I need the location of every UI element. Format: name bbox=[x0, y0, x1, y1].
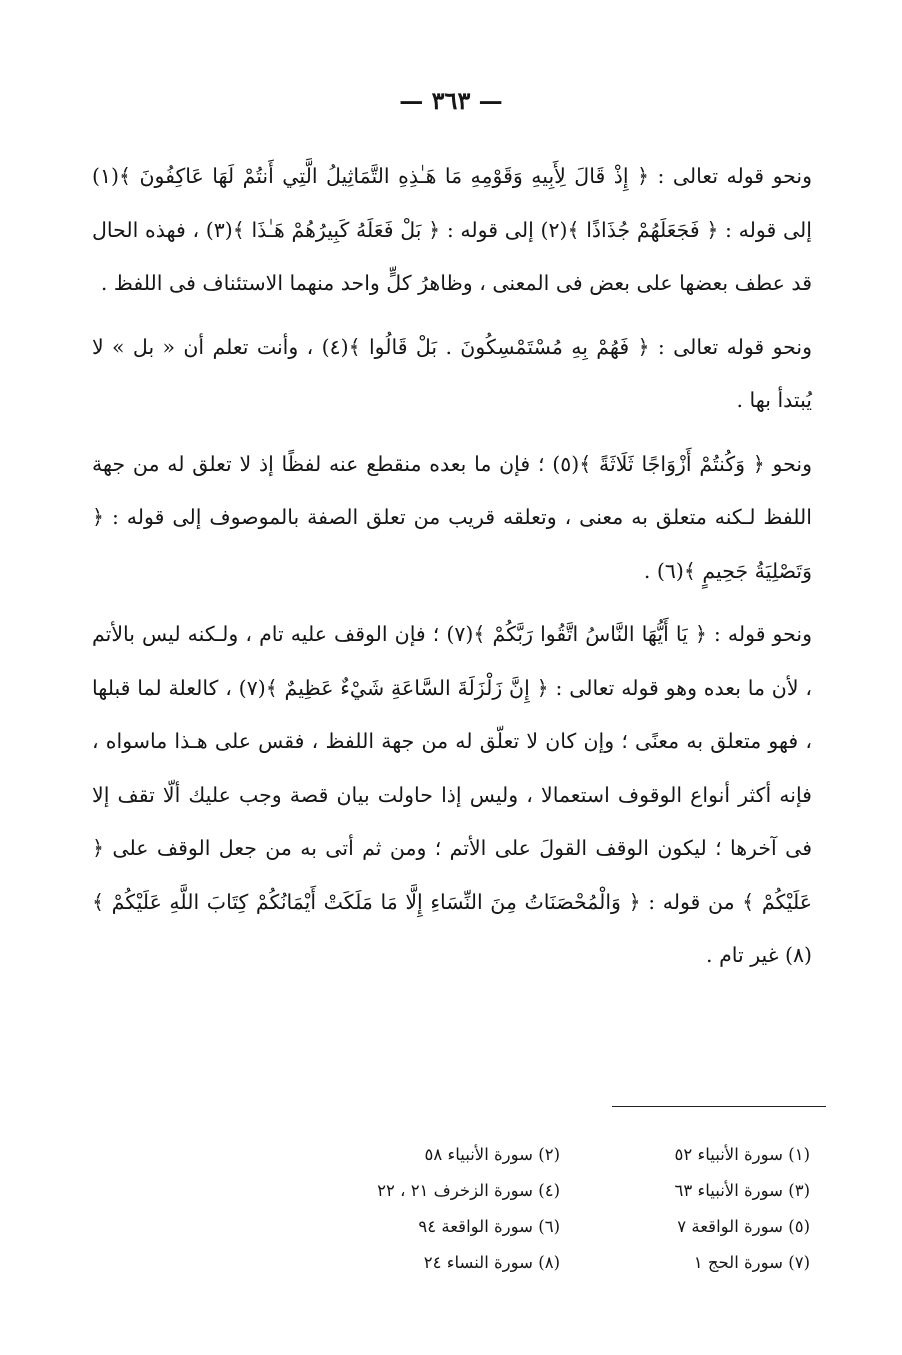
paragraph-2: ونحو قوله تعالى : ﴿ فَهُمْ بِهِ مُسْتَمْسِكُونَ . بَلْ قَالُوا ﴾(٤) ، وأنت تعلم أن « بل » لا يُبتدأ بها . bbox=[92, 334, 812, 412]
footnote-2: (٢) سورة الأنبياء ٥٨ bbox=[424, 1145, 560, 1164]
footnotes bbox=[200, 1140, 810, 1278]
footnote-6: (٦) سورة الواقعة ٩٤ bbox=[418, 1217, 560, 1236]
paragraph-4: ونحو قوله : ﴿ يَا أَيُّهَا النَّاسُ اتَّقُوا رَبَّكُمْ ﴾(٧) ؛ فإن الوقف عليه تام ، ولـكنه ليس بالأتم ، لأن ما بعده وهو قوله تعالى : ﴿ إِنَّ زَلْزَلَةَ السَّاعَةِ شَيْءٌ عَظِيمٌ ﴾(٧) ، كالعلة لما قبلها ، فهو متعلق به معنًى ؛ وإن كان لا تعلّق له من جهة اللفظ ، فقس على هـذا ماسواه ، فإنه أكثر أنواع الوقوف استعمالا ، وليس إذا حاولت بيان قصة وجب عليك ألّا تقف إلا فى آخرها ؛ ليكون الوقف القولَ على الأتم ؛ ومن ثم أتى به من جعل الوقف على ﴿ عَلَيْكُمْ ﴾ من قوله : ﴿ وَالْمُحْصَنَاتُ مِنَ النِّسَاءِ إِلَّا مَا مَلَكَتْ أَيْمَانُكُمْ كِتَابَ اللَّهِ عَلَيْكُمْ ﴾(٨) غير تام . bbox=[92, 622, 812, 967]
footnote-8: (٨) سورة النساء ٢٤ bbox=[423, 1253, 560, 1272]
footnote-divider bbox=[612, 1106, 826, 1107]
footnote-4: (٤) سورة الزخرف ٢١ ، ٢٢ bbox=[377, 1181, 560, 1200]
footnote-5: (٥) سورة الواقعة ٧ bbox=[677, 1217, 810, 1236]
footnote-1: (١) سورة الأنبياء ٥٢ bbox=[674, 1145, 810, 1164]
paragraph-3: ونحو ﴿ وَكُنتُمْ أَزْوَاجًا ثَلَاثَةً ﴾(٥) ؛ فإن ما بعده منقطع عنه لفظًا إذ لا تعلق له من جهة اللفظ لـكنه متعلق به معنى ، وتعلقه قريب من تعلق الصفة بالموصوف إلى قوله : ﴿ وَتَصْلِيَةُ جَحِيمٍ ﴾(٦) . bbox=[92, 451, 812, 583]
page-number: — ٣٦٣ — bbox=[399, 86, 503, 115]
footnote-3: (٣) سورة الأنبياء ٦٣ bbox=[674, 1181, 810, 1200]
footnote-7: (٧) سورة الحج ١ bbox=[693, 1253, 810, 1272]
paragraph-1: ونحو قوله تعالى : ﴿ إِذْ قَالَ لِأَبِيهِ وَقَوْمِهِ مَا هَـٰذِهِ التَّمَاثِيلُ الَّتِي أَنتُمْ لَهَا عَاكِفُونَ ﴾(١) إلى قوله : ﴿ فَجَعَلَهُمْ جُذَاذًا ﴾(٢) إلى قوله : ﴿ بَلْ فَعَلَهُ كَبِيرُهُمْ هَـٰذَا ﴾(٣) ، فهذه الحال قد عطف بعضها على بعض فى المعنى ، وظاهرُ كلٍّ واحد منهما الاستئناف فى اللفظ . bbox=[92, 164, 812, 295]
main-text bbox=[92, 150, 812, 983]
